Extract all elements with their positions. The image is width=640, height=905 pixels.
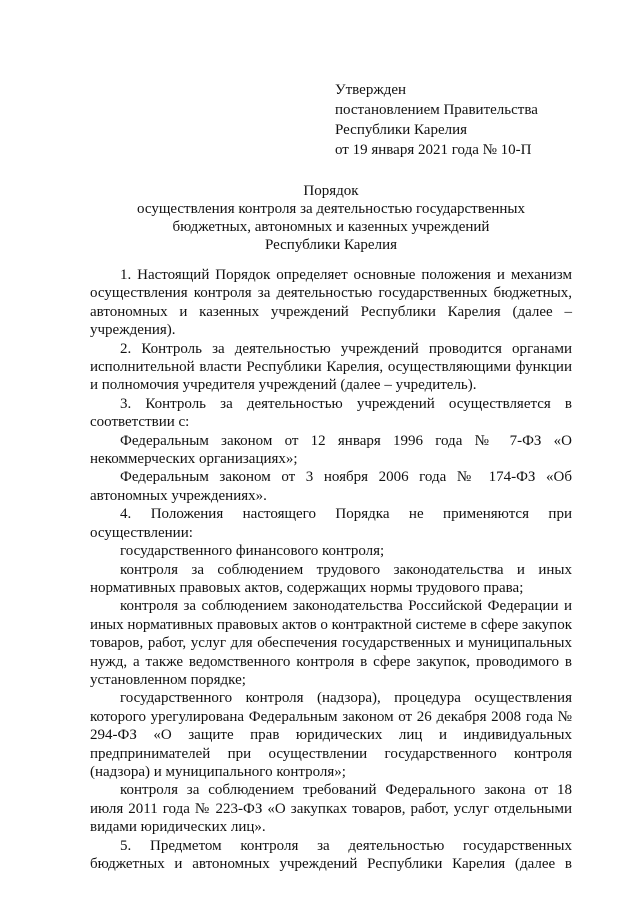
paragraph-3b: Федеральным законом от 3 ноября 2006 года № 174-ФЗ «Об автономных учреждениях». (90, 469, 572, 504)
title-line-4: Республики Карелия (264, 237, 398, 253)
approval-line-1: Утвержден (335, 82, 407, 98)
approval-stamp (335, 80, 615, 160)
title-line-2: осуществления контроля за деятельностью государственных (136, 201, 525, 217)
paragraph-4: 4. Положения настоящего Порядка не применяются при осуществлении: (90, 506, 572, 541)
document-body (90, 266, 572, 873)
approval-line-4: от 19 января 2021 года № 10-П (335, 142, 532, 158)
document-title (90, 182, 572, 254)
title-line-1: Порядок (303, 183, 359, 199)
paragraph-2: 2. Контроль за деятельностью учреждений проводится органами исполнительной власти Республики Карелия, осуществляющими функции и полномочия учредителя учреждений (далее – учредитель). (90, 340, 572, 394)
paragraph-3a: Федеральным законом от 12 января 1996 года № 7-ФЗ «О некоммерческих организациях»; (90, 432, 572, 468)
paragraph-5: 5. Предметом контроля за деятельностью государственных бюджетных и автономных учреждений Республики Карелия (далее в (90, 837, 572, 872)
approval-line-2: постановлением Правительства (335, 102, 538, 118)
approval-line-3: Республики Карелия (335, 122, 468, 138)
paragraph-4e: контроля за соблюдением требований Федерального закона от 18 июля 2011 года № 223-ФЗ «О закупках товаров, работ, услуг отдельными видами юридических лиц». (90, 782, 572, 836)
paragraph-4d: государственного контроля (надзора), процедура осуществления которого урегулирована Федеральным законом от 26 декабря 2008 года № 294-ФЗ «О защите прав юридических лиц и индивидуальных предпринимателей при осуществлении государственного контроля (надзора) и муниципального контроля»; (90, 690, 572, 780)
paragraph-1: 1. Настоящий Порядок определяет основные положения и механизм осуществления контроля за деятельностью государственных бюджетных, автономных и казенных учреждений Республики Карелия (далее – учреждения). (90, 267, 572, 339)
paragraph-4b: контроля за соблюдением трудового законодательства и иных нормативных правовых актов, содержащих нормы трудового права; (90, 561, 572, 596)
paragraph-4a: государственного финансового контроля; (120, 543, 385, 560)
paragraph-4c: контроля за соблюдением законодательства Российской Федерации и иных нормативных правовых актов о контрактной системе в сфере закупок товаров, работ, услуг для обеспечения государственных и муниципальных нужд, а также ведомственного контроля в сфере закупок, проводимого в установленном порядке; (90, 598, 572, 688)
paragraph-3: 3. Контроль за деятельностью учреждений осуществляется в соответствии с: (90, 395, 572, 431)
title-line-3: бюджетных, автономных и казенных учреждений (172, 219, 490, 235)
